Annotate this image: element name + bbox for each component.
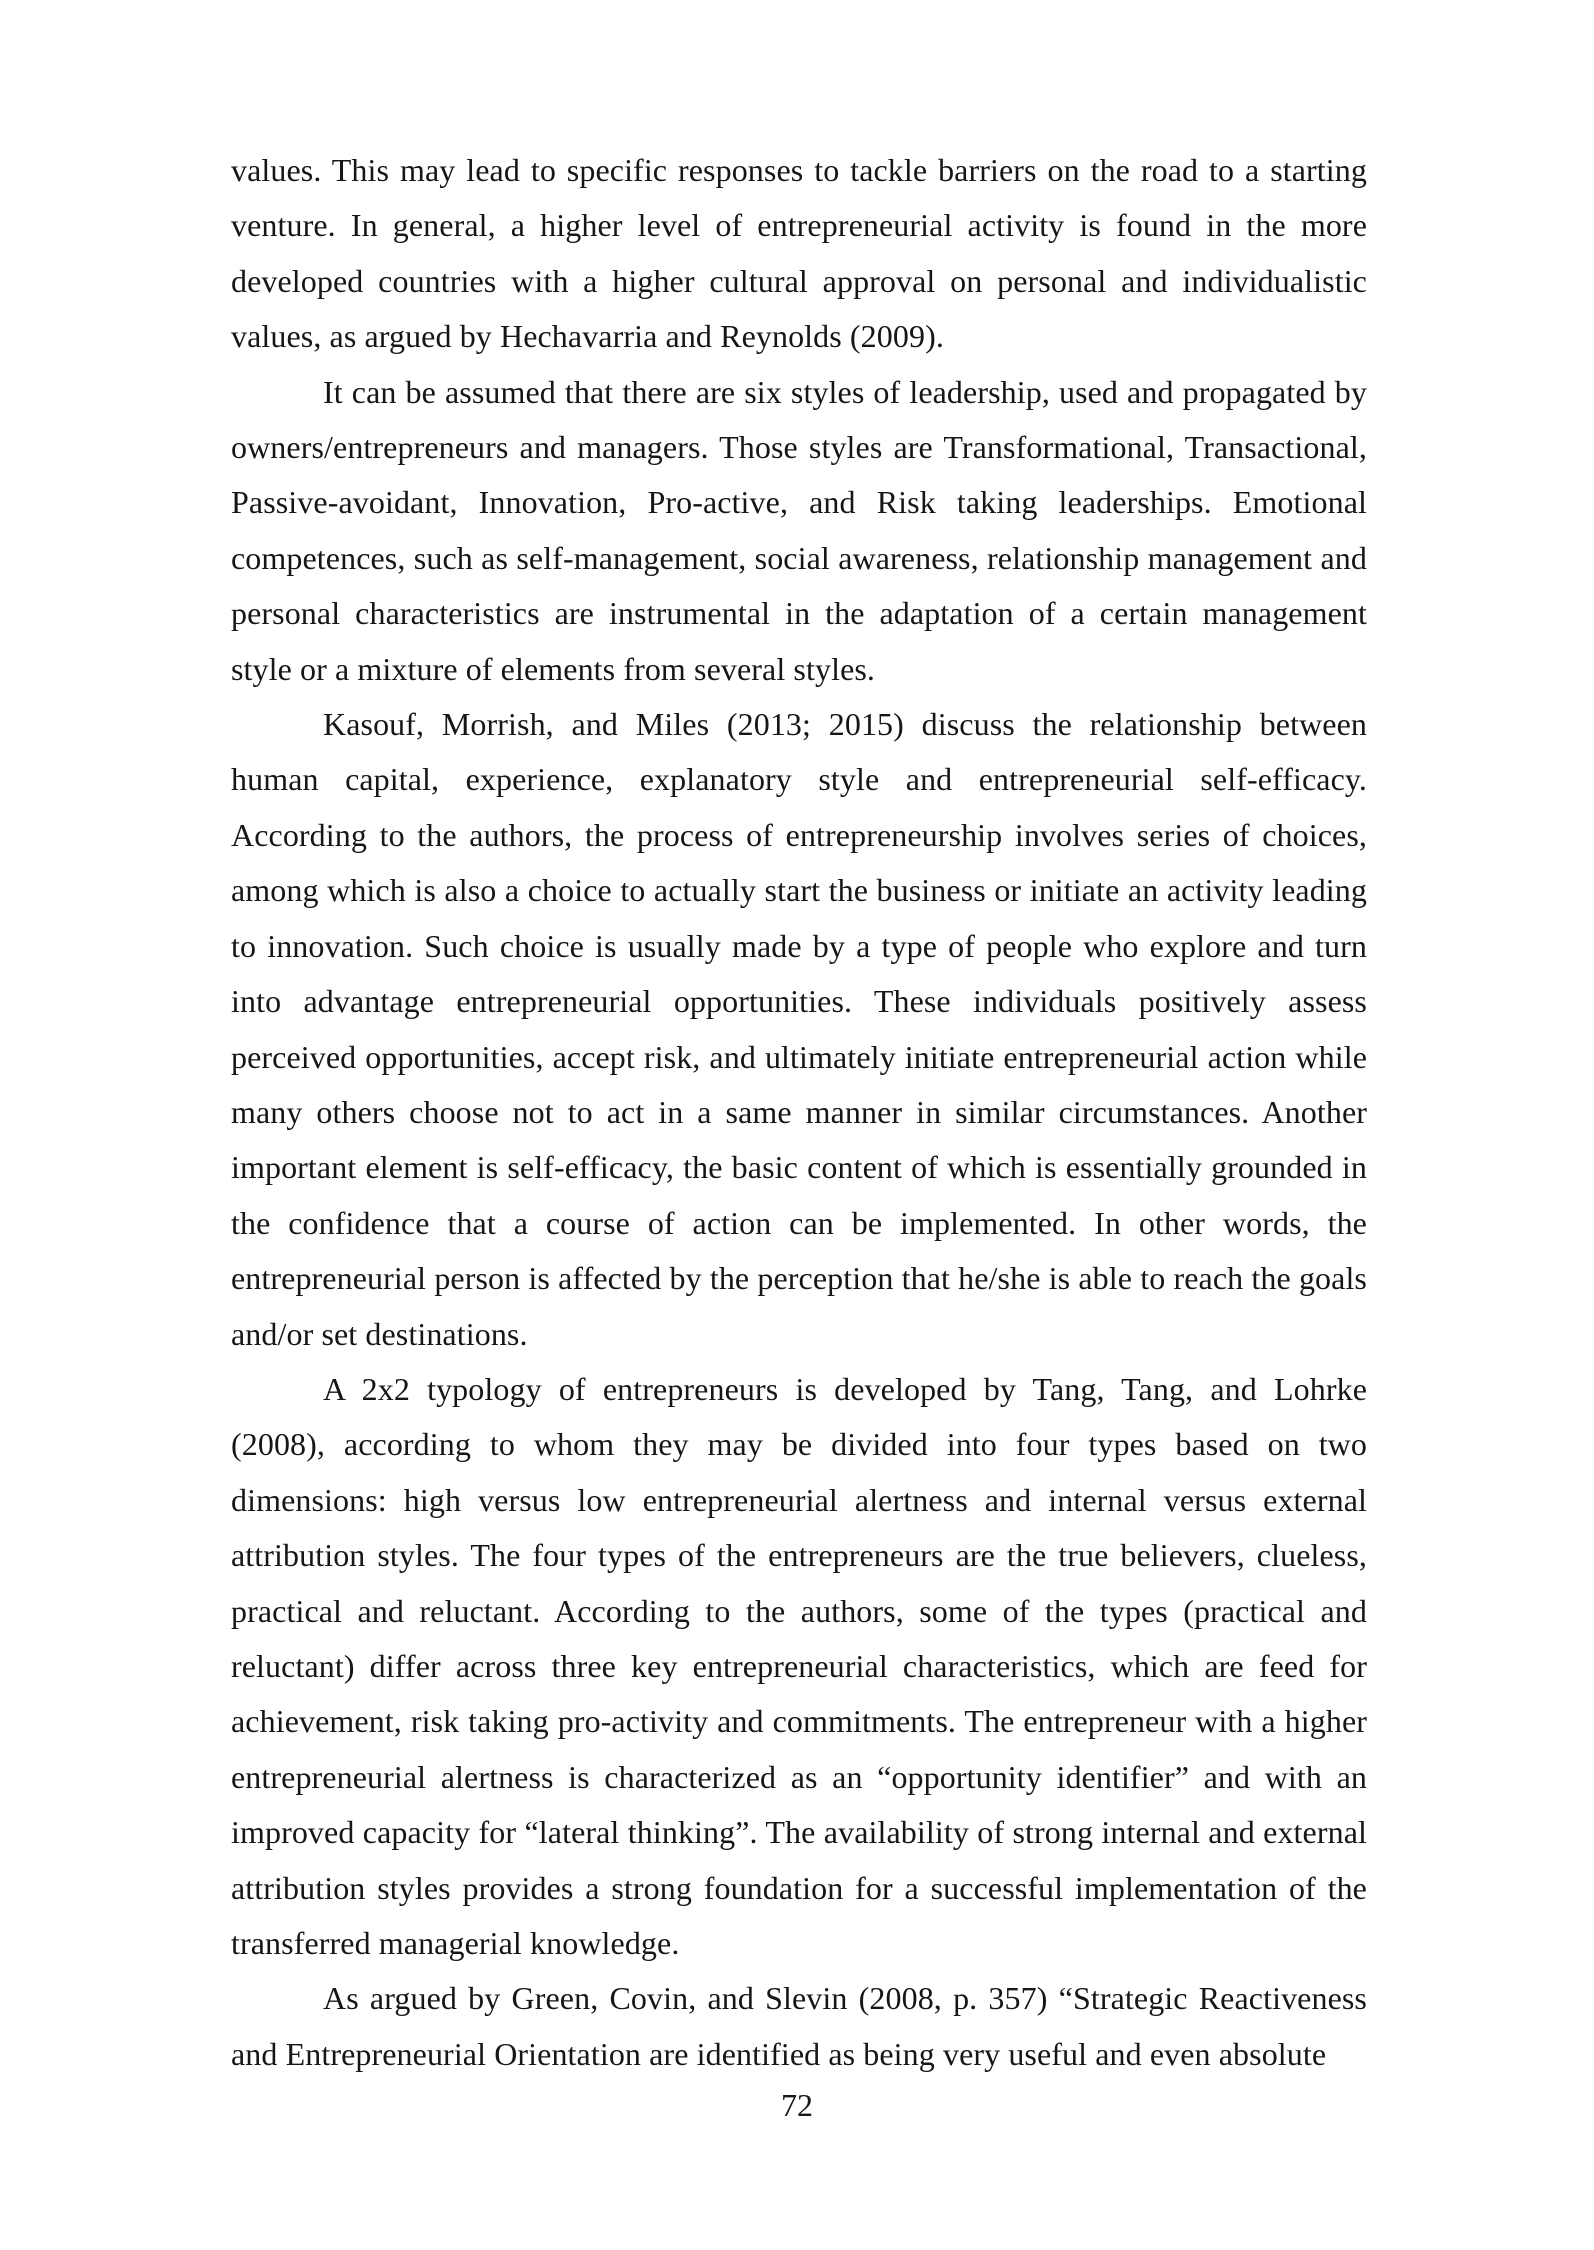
page-body [231, 143, 1367, 2082]
page-number: 72 [781, 2087, 813, 2123]
body-paragraph-3: Kasouf, Morrish, and Miles (2013; 2015) discuss the relationship between human capital, experience, explanatory style and entrepreneurial self-efficacy. According to the authors, the process of entrepreneurship involves series of choices, among which is also a choice to actually start the business or initiate an activity leading to innovation. Such choice is usually made by a type of people who explore and turn into advantage entrepreneurial opportunities. These individuals positively assess perceived opportunities, accept risk, and ultimately initiate entrepreneurial action while many others choose not to act in a same manner in similar circumstances. Another important element is self-efficacy, the basic content of which is essentially grounded in the confidence that a course of action can be implemented. In other words, the entrepreneurial person is affected by the perception that he/she is able to reach the goals and/or set destinations. [231, 706, 1367, 1352]
body-paragraph-2: It can be assumed that there are six styles of leadership, used and propagated by owners/entrepreneurs and managers. Those styles are Transformational, Transactional, Passive-avoidant, Innovation, Pro-active, and Risk taking leaderships. Emotional competences, such as self-management, social awareness, relationship management and personal characteristics are instrumental in the adaptation of a certain management style or a mixture of elements from several styles. [231, 373, 1367, 687]
body-paragraph-5: As argued by Green, Covin, and Slevin (2008, p. 357) “Strategic Reactiveness and Entrepreneurial Orientation are identified as being very useful and even absolute [231, 1980, 1367, 2072]
body-paragraph-1: values. This may lead to specific responses to tackle barriers on the road to a starting venture. In general, a higher level of entrepreneurial activity is found in the more developed countries with a higher cultural approval on personal and individualistic values, as argued by Hechavarria and Reynolds (2009). [231, 152, 1367, 355]
body-paragraph-4: A 2x2 typology of entrepreneurs is developed by Tang, Tang, and Lohrke (2008), according to whom they may be divided into four types based on two dimensions: high versus low entrepreneurial alertness and internal versus external attribution styles. The four types of the entrepreneurs are the true believers, clueless, practical and reluctant. According to the authors, some of the types (practical and reluctant) differ across three key entrepreneurial characteristics, which are feed for achievement, risk taking pro-activity and commitments. The entrepreneur with a higher entrepreneurial alertness is characterized as an “opportunity identifier” and with an improved capacity for “lateral thinking”. The availability of strong internal and external attribution styles provides a strong foundation for a successful implementation of the transferred managerial knowledge. [231, 1370, 1367, 1961]
